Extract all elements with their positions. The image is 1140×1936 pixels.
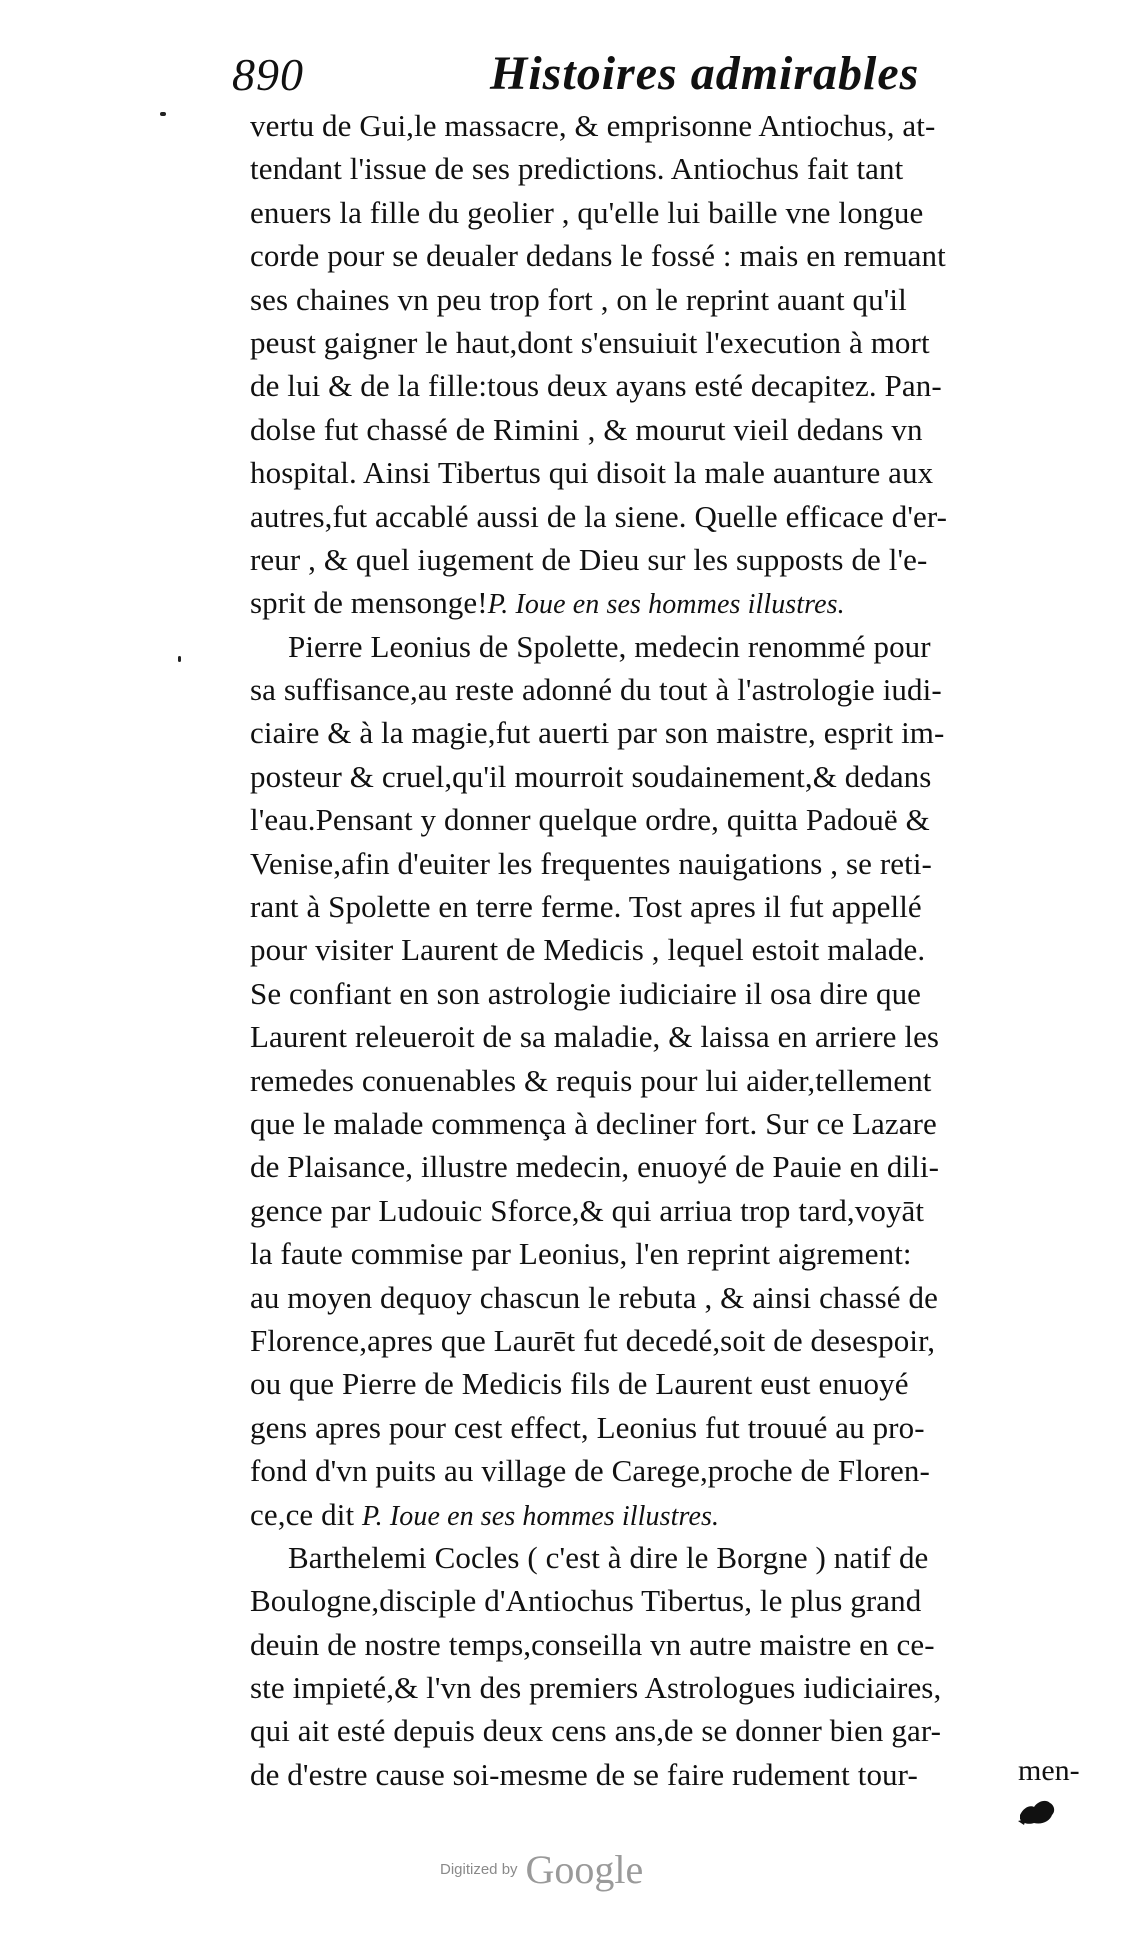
text-line: deuin de nostre temps,conseilla vn autre maistre en ce- <box>250 1626 935 1662</box>
text-line: Laurent releueroit de sa maladie, & laissa en arriere les <box>250 1019 940 1055</box>
paragraph-leonius <box>250 625 1120 1536</box>
text-line: autres,fut accablé aussi de la siene. Quelle efficace d'er- <box>250 498 948 534</box>
text-line: reur , & quel iugement de Dieu sur les supposts de l'e- <box>250 541 928 577</box>
line-text: sprit de mensonge! <box>250 585 488 621</box>
text-line: corde pour se deualer dedans le fossé : mais en remuant <box>250 238 946 274</box>
text-line: fond d'vn puits au village de Carege,proche de Floren- <box>250 1453 930 1489</box>
text-line: Venise,afin d'euiter les frequentes nauigations , se reti- <box>250 845 932 881</box>
text-line: de lui & de la fille:tous deux ayans esté decapitez. Pan- <box>250 368 942 404</box>
text-line: gens apres pour cest effect, Leonius fut trouué au pro- <box>250 1409 925 1445</box>
citation: P. Ioue en ses hommes illustres. <box>362 1500 720 1532</box>
text-line: l'eau.Pensant y donner quelque ordre, quitta Padouë & <box>250 802 930 838</box>
google-logo: Google <box>525 1847 644 1892</box>
citation: P. Ioue en ses hommes illustres. <box>487 589 845 621</box>
body-text <box>250 104 1120 1796</box>
page-header <box>232 42 920 106</box>
catchword: men- <box>1018 1754 1080 1787</box>
text-line: pour visiter Laurent de Medicis , lequel estoit malade. <box>250 932 926 968</box>
digitized-by-label: Digitized by <box>440 1861 518 1878</box>
text-line: de d'estre cause soi-mesme de se faire rudement tour- <box>250 1756 918 1792</box>
text-line: vertu de Gui,le massacre, & emprisonne Antiochus, at- <box>250 108 936 143</box>
text-line: tendant l'issue de ses predictions. Antiochus fait tant <box>250 151 904 187</box>
text-line-final <box>250 581 1120 624</box>
ink-blot-icon <box>1016 1795 1058 1829</box>
paragraph-antiochus <box>250 104 1120 625</box>
text-line: ciaire & à la magie,fut auerti par son maistre, esprit im- <box>250 715 945 751</box>
stray-mark <box>160 112 166 116</box>
text-line: sa suffisance,au reste adonné du tout à l'astrologie iudi- <box>250 672 942 708</box>
text-line: ou que Pierre de Medicis fils de Laurent eust enuoyé <box>250 1366 909 1402</box>
text-line: qui ait esté depuis deux cens ans,de se donner bien gar- <box>250 1713 942 1749</box>
text-line: Barthelemi Cocles ( c'est à dire le Borgne ) natif de <box>288 1539 929 1575</box>
text-line: la faute commise par Leonius, l'en reprint aigrement: <box>250 1236 912 1272</box>
text-line: ste impieté,& l'vn des premiers Astrologues iudiciaires, <box>250 1670 942 1706</box>
text-line: enuers la fille du geolier , qu'elle lui baille vne longue <box>250 194 924 230</box>
text-line: gence par Ludouic Sforce,& qui arriua trop tard,voyāt <box>250 1192 925 1228</box>
text-line: au moyen dequoy chascun le rebuta , & ainsi chassé de <box>250 1279 938 1315</box>
text-line: ses chaines vn peu trop fort , on le reprint auant qu'il <box>250 281 907 317</box>
text-line: Boulogne,disciple d'Antiochus Tibertus, le plus grand <box>250 1583 922 1619</box>
text-line: Pierre Leonius de Spolette, medecin renommé pour <box>288 628 931 664</box>
digitization-footer <box>440 1846 643 1896</box>
text-line: que le malade commença à decliner fort. Sur ce Lazare <box>250 1105 937 1141</box>
text-line: Florence,apres que Laurēt fut decedé,soit de desespoir, <box>250 1322 936 1358</box>
page-number: 890 <box>232 49 304 100</box>
text-line: Se confiant en son astrologie iudiciaire il osa dire que <box>250 975 922 1011</box>
text-line: dolse fut chassé de Rimini , & mourut vieil dedans vn <box>250 411 923 447</box>
line-text: ce,ce dit <box>250 1496 355 1532</box>
text-line: remedes conuenables & requis pour lui aider,tellement <box>250 1062 932 1098</box>
text-line-final <box>250 1493 1120 1536</box>
stray-mark <box>178 656 181 662</box>
text-line: posteur & cruel,qu'il mourroit soudainement,& dedans <box>250 758 932 794</box>
text-line: hospital. Ainsi Tibertus qui disoit la male auanture aux <box>250 455 934 491</box>
text-line: peust gaigner le haut,dont s'ensuiuit l'execution à mort <box>250 324 930 360</box>
running-title: Histoires admirables <box>490 47 920 100</box>
paragraph-cocles <box>250 1536 1120 1796</box>
text-line: de Plaisance, illustre medecin, enuoyé de Pauie en dili- <box>250 1149 940 1185</box>
text-line: rant à Spolette en terre ferme. Tost apres il fut appellé <box>250 889 922 925</box>
